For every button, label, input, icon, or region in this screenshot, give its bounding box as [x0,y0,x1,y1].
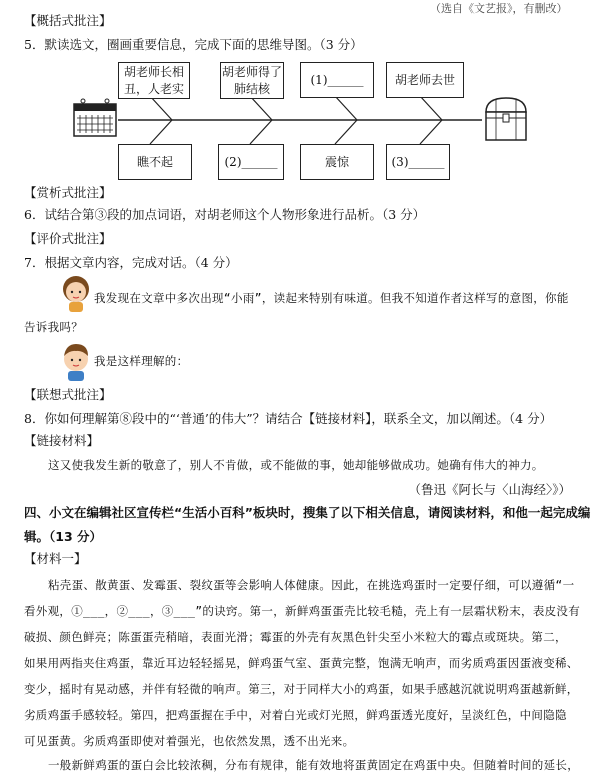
mindmap-bottom-box-3: 震惊 [300,144,374,180]
question-6: 6．试结合第③段的加点词语，对胡老师这个人物形象进行品析。（3 分） [24,207,426,222]
mindmap-bottom-box-1: 瞧不起 [118,144,192,180]
question-8: 8．你如何理解第⑧段中的“‘普通’的伟大”？请结合【链接材料】，联系全文，加以阐述。（4 分） [24,411,553,426]
question-7: 7．根据文章内容，完成对话。（4 分） [24,255,238,270]
section-4-heading-line-1: 四、小文在编辑社区宣传栏“生活小百科”板块时，搜集了以下相关信息，请阅读材料，和他一起完成编 [24,505,591,520]
material-1-line-5: 变少，摇时有晃动感，并伴有轻微的响声。第三，对于同样大小的鸡蛋，如果手感越沉就说明鸡蛋越新鲜， [24,682,579,696]
tag-summary: 【概括式批注】 [24,13,112,28]
material-1-line-3: 破损、颜色鲜亮；陈蛋蛋壳稍暗，表面光滑；霉蛋的外壳有灰黑色针尖至小米粒大的霉点或斑块。第二， [24,630,567,644]
tag-appreciation: 【赏析式批注】 [24,185,112,200]
link-material-text: 这又使我发生新的敬意了，别人不肯做，或不能做的事，她却能够做成功。她确有伟大的神力。 [48,458,544,472]
calendar-icon [74,99,116,136]
girl-avatar-icon [63,276,89,312]
boy-avatar-icon [64,344,88,381]
material-1-line-2: 看外观，①___，②___，③___”的诀窍。第一，新鲜鸡蛋蛋壳比较毛糙，壳上有一层霜状粉末，表皮没有 [24,604,581,618]
tag-evaluation: 【评价式批注】 [24,231,112,246]
mindmap-bottom-box-2-blank: (2)______ [218,144,284,180]
mindmap-top-box-3-blank: (1)______ [300,62,374,98]
girl-dialog-line-1: 我发现在文章中多次出现“小雨”，读起来特别有味道。但我不知道作者这样写的意图，你能 [94,291,569,305]
tag-association: 【联想式批注】 [24,387,112,402]
material-1-line-8: 一般新鲜鸡蛋的蛋白会比较浓稠，分布有规律，能有效地将蛋黄固定在鸡蛋中央。但随着时间的延长， [48,758,579,772]
material-1-line-6: 劣质鸡蛋手感较轻。第四，把鸡蛋握在手中，对着白光或灯光照，鲜鸡蛋透光度好，呈淡红色，中间隐隐 [24,708,567,722]
tag-material-1: 【材料一】 [24,551,87,566]
section-4-heading-line-2: 辑。（13 分） [24,529,102,544]
girl-dialog-line-2: 告诉我吗？ [24,320,83,334]
mindmap-lines [0,0,597,200]
tag-link-material: 【链接材料】 [24,433,100,448]
boy-dialog-line: 我是这样理解的： [94,354,189,368]
treasure-chest-icon [486,98,526,140]
mindmap-bottom-box-4-blank: (3)______ [386,144,450,180]
material-1-line-7: 可见蛋黄。劣质鸡蛋即使对着强光，也依然发黑，透不出光来。 [24,734,355,748]
material-1-line-4: 如果用两指夹住鸡蛋，靠近耳边轻轻摇晃，鲜鸡蛋气室、蛋黄完整，饱满无响声，而劣质鸡蛋因蛋液变稀、 [24,656,579,670]
question-5: 5．默读选文，圈画重要信息，完成下面的思维导图。（3 分） [24,37,363,52]
source-note-cut: （选自《文艺报》，有删改） [430,2,568,15]
mindmap-top-box-2: 胡老师得了肺结核 [220,62,284,99]
material-1-line-1: 粘壳蛋、散黄蛋、发霉蛋、裂纹蛋等会影响人体健康。因此，在挑选鸡蛋时一定要仔细，可以遵循“一 [48,578,575,592]
mindmap-top-box-4: 胡老师去世 [386,62,464,98]
mindmap-top-box-1: 胡老师长相丑，人老实 [118,62,190,99]
link-material-source: （鲁迅《阿长与〈山海经〉》） [408,482,571,497]
